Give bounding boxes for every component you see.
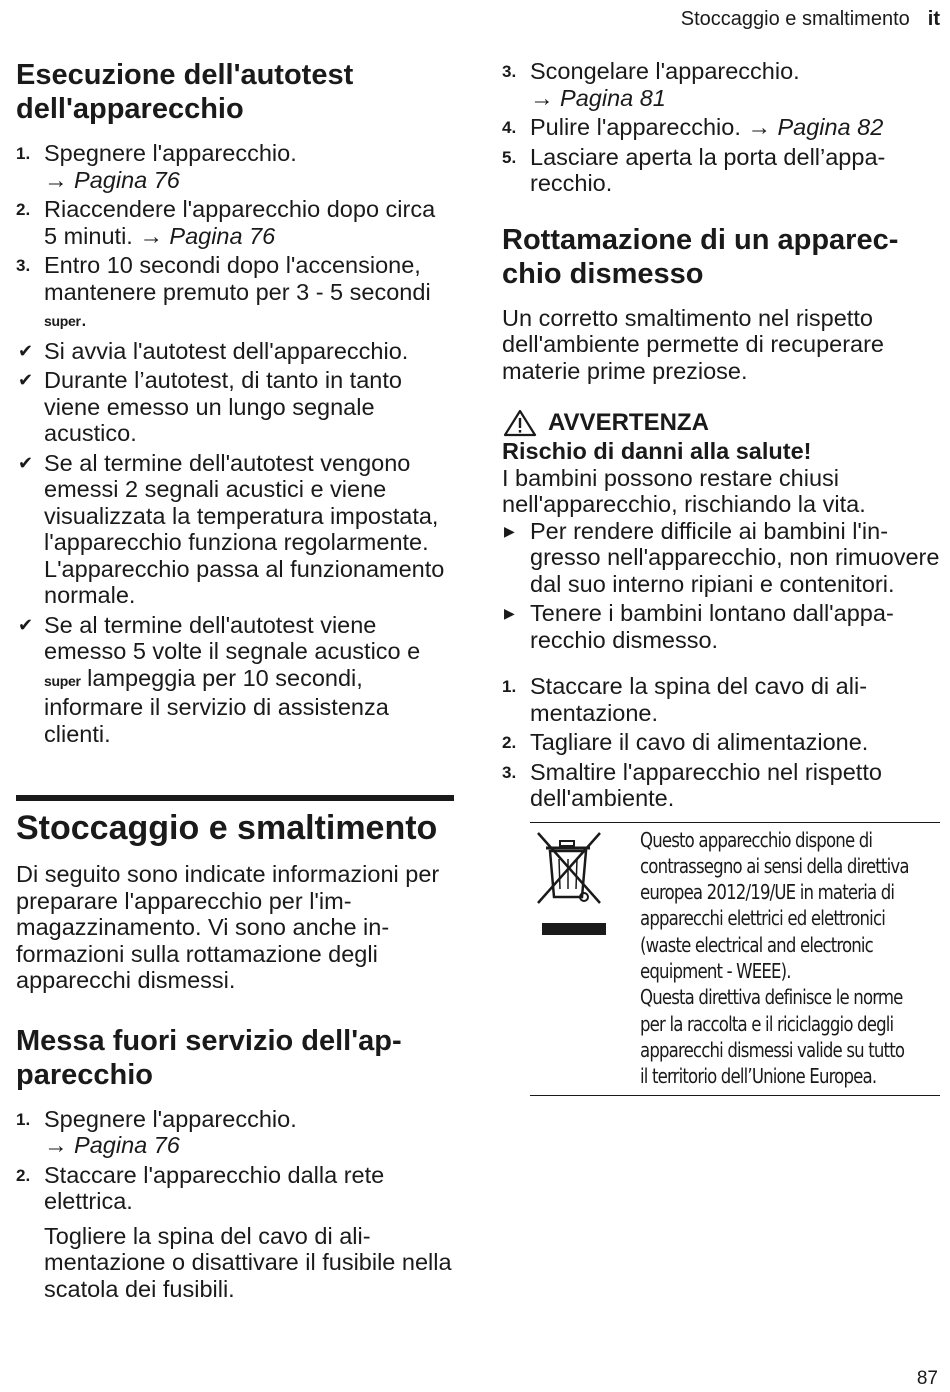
- weee-symbol: [530, 827, 640, 1090]
- check-icon: ✔: [18, 370, 34, 390]
- step-text: Entro 10 secondi dopo l'accensione, mantenere premuto per 3 - 5 secondi: [44, 252, 431, 305]
- list-item: [502, 673, 940, 726]
- step-text: Staccare la spina del cavo di alimentazione.: [530, 673, 868, 726]
- list-item: [502, 518, 940, 598]
- step-number: 2.: [16, 1165, 31, 1185]
- super-button-label: super: [44, 313, 81, 329]
- autotest-results: [16, 338, 454, 748]
- bullet-text: Tenere i bambini lontano dall'apparecchio dismesso.: [530, 600, 894, 653]
- weee-text-2: Questa direttiva definisce le norme per la raccolta e il riciclaggio degli apparecchi dismessi valide su tutto il territorio dell’Unione Europea.: [640, 985, 905, 1089]
- step-number: 3.: [502, 762, 517, 782]
- list-item: [502, 144, 940, 197]
- step-text: Scongelare l'apparecchio.: [530, 58, 800, 84]
- step-number: 2.: [16, 200, 31, 219]
- storage-section: [16, 795, 454, 994]
- step-number: 3.: [16, 256, 31, 275]
- weee-text-1: Questo apparecchio dispone di contrassegno ai sensi della direttiva europea 2012/19/UE in materia di apparecchi elettrici ed elettronici (waste electrical and electronic equipment - WEEE).: [640, 827, 909, 983]
- list-item: [502, 729, 940, 756]
- result-text-end: lampeggia per 10 secondi, informare il servizio di assistenza clienti.: [44, 664, 389, 747]
- autotest-steps: [16, 140, 454, 335]
- warning-triangle-icon: [502, 408, 538, 438]
- result-text: Durante l’autotest, di tanto in tanto viene emesso un lungo segnale acustico.: [44, 367, 402, 446]
- step-number: 4.: [502, 118, 517, 137]
- list-item: [16, 338, 454, 365]
- step-number: 2.: [502, 733, 517, 752]
- bullet-arrow-icon: ▶: [504, 522, 515, 539]
- step-text: Smaltire l'apparecchio nel rispetto dell'ambiente.: [530, 758, 882, 811]
- list-item: [16, 1162, 454, 1215]
- result-text: Se al termine dell'autotest vengono emessi 2 segnali acustici e viene visualizzata la temperatura impostata, l'apparecchio funziona regolarmente. L'apparecchio passa al funzionamento normale.: [44, 449, 445, 608]
- step-number: 1.: [16, 144, 31, 163]
- decommission-steps-continued: [502, 58, 940, 197]
- list-item: [16, 1106, 454, 1159]
- check-icon: ✔: [18, 340, 34, 361]
- disposal-title: Rottamazione di un apparecchio dismesso: [502, 223, 899, 290]
- page-reference-link[interactable]: Pagina 82: [777, 114, 884, 140]
- step-number: 5.: [502, 147, 517, 167]
- list-item: [16, 450, 454, 609]
- page-reference-link[interactable]: Pagina 76: [169, 222, 276, 249]
- weee-description: [640, 827, 916, 1090]
- step-text: Lasciare aperta la porta dell’apparecchio.: [530, 143, 886, 196]
- autotest-section: [16, 58, 454, 747]
- left-column: [16, 58, 454, 1302]
- arrow-icon: →: [44, 1132, 68, 1158]
- weee-notice: [530, 822, 940, 1097]
- warning-heading: [502, 408, 940, 438]
- result-text: Si avvia l'autotest dell'apparecchio.: [44, 337, 409, 364]
- warning-text: I bambini possono restare chiusi nell'apparecchio, rischiando la vita.: [502, 464, 866, 517]
- storage-intro: Di seguito sono indicate informazioni per preparare l'apparecchio per l'immagazzinamento. Vi sono anche informazioni sulla rottamazione degli apparecchi dismessi.: [16, 861, 440, 993]
- arrow-icon: →: [747, 114, 771, 140]
- list-item: [502, 58, 940, 111]
- bullet-text: Per rendere difficile ai bambini l'ingresso nell'apparecchio, non rimuovere dal suo interno ripiani e contenitori.: [530, 517, 940, 597]
- list-item: [502, 600, 940, 653]
- step-text: Pulire l'apparecchio.: [530, 114, 741, 140]
- decommission-section: [16, 1024, 454, 1303]
- list-item: [16, 612, 454, 748]
- list-item: [16, 196, 454, 249]
- decommission-steps: [16, 1106, 454, 1215]
- step-number: 1.: [502, 677, 517, 696]
- list-item: [16, 367, 454, 447]
- warning-box: [502, 408, 940, 653]
- crossed-bin-icon: [530, 827, 610, 939]
- disposal-intro: Un corretto smaltimento nel rispetto dell'ambiente permette di recuperare materie prime preziose.: [502, 304, 885, 384]
- step-text: Spegnere l'apparecchio.: [44, 1105, 297, 1132]
- arrow-icon: →: [530, 84, 554, 111]
- step-number: 3.: [502, 62, 517, 81]
- list-item: [16, 252, 454, 335]
- arrow-icon: →: [139, 222, 163, 249]
- bullet-arrow-icon: ▶: [504, 605, 515, 621]
- step-text: Tagliare il cavo di alimentazione.: [530, 729, 869, 755]
- step-number: 1.: [16, 1109, 31, 1129]
- disposal-section: [502, 223, 940, 1097]
- page-reference-link[interactable]: Pagina 81: [560, 84, 666, 111]
- decommission-note: Togliere la spina del cavo di alimentazione o disattivare il fusibile nella scatola dei fusibili.: [44, 1222, 452, 1302]
- page-reference-link[interactable]: Pagina 76: [74, 166, 180, 193]
- warning-bullets: [502, 518, 940, 654]
- running-header: [681, 8, 940, 31]
- step-text-end: .: [80, 305, 88, 331]
- autotest-title: Esecuzione dell'autotest dell'apparecchio: [16, 59, 354, 125]
- result-text: Se al termine dell'autotest viene emesso 5 volte il segnale acustico e: [44, 611, 421, 664]
- super-button-label: super: [44, 672, 81, 689]
- header-section-title: Stoccaggio e smaltimento: [680, 8, 910, 30]
- list-item: [502, 114, 940, 141]
- check-icon: ✔: [18, 452, 34, 473]
- arrow-icon: →: [44, 166, 68, 193]
- list-item: [502, 759, 940, 812]
- step-text: Spegnere l'apparecchio.: [44, 140, 297, 166]
- warning-subtitle: Rischio di danni alla salute!: [502, 438, 812, 464]
- right-column: [502, 58, 940, 1096]
- page-number: 87: [916, 1368, 938, 1389]
- list-item: [16, 140, 454, 193]
- disposal-steps: [502, 673, 940, 812]
- warning-label: AVVERTENZA: [548, 408, 709, 436]
- page-reference-link[interactable]: Pagina 76: [74, 1132, 180, 1158]
- header-language: it: [927, 8, 940, 30]
- storage-title: Stoccaggio e smaltimento: [16, 795, 454, 847]
- decommission-title: Messa fuori servizio dell'apparecchio: [16, 1024, 402, 1091]
- step-text: Staccare l'apparecchio dalla rete elettrica.: [44, 1161, 385, 1214]
- check-icon: ✔: [18, 614, 34, 635]
- step-text: Riaccendere l'apparecchio dopo circa 5 minuti.: [44, 196, 436, 249]
